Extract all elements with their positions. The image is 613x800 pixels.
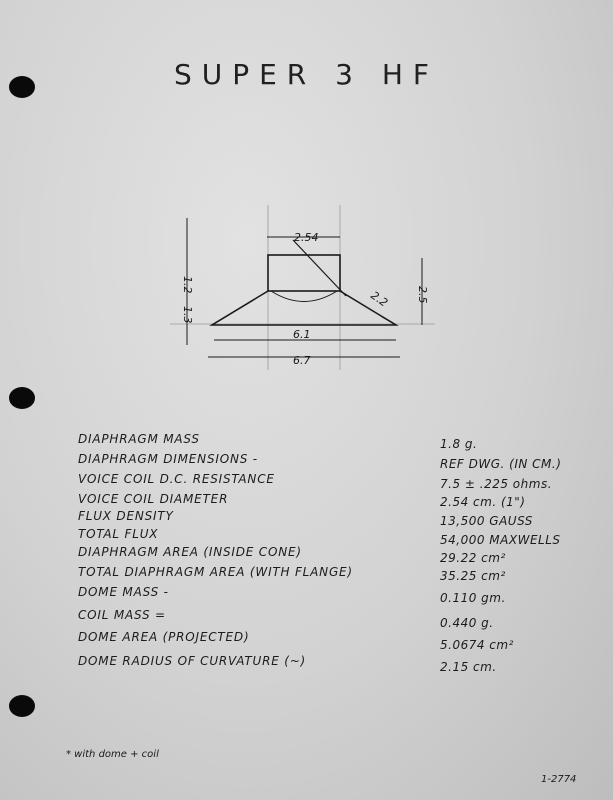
spec-value: 1.8 g. — [440, 437, 478, 451]
footnote: * with dome + coil — [66, 749, 159, 760]
punch-hole — [9, 695, 35, 717]
dim-label: 6.1 — [293, 328, 311, 341]
page-title: SUPER 3 HF — [173, 58, 440, 91]
dim-label: 2.2 — [368, 288, 391, 310]
dim-label: 2.54 — [294, 231, 319, 244]
spec-value: 0.440 g. — [440, 616, 494, 630]
spec-value: 35.25 cm² — [440, 569, 506, 583]
speaker-diagram — [170, 200, 440, 375]
spec-label: DIAPHRAGM DIMENSIONS - — [78, 452, 258, 466]
spec-label: DIAPHRAGM AREA (INSIDE CONE) — [78, 545, 302, 559]
dim-label: 2.5 — [416, 286, 429, 304]
spec-value: 2.54 cm. (1") — [440, 495, 526, 509]
dim-label: 6.7 — [293, 354, 311, 367]
spec-value: 13,500 GAUSS — [440, 514, 533, 528]
spec-value: REF DWG. (IN CM.) — [440, 457, 562, 471]
spec-label: TOTAL FLUX — [78, 527, 159, 541]
page-number: 1-2774 — [541, 774, 577, 785]
spec-label: DIAPHRAGM MASS — [78, 432, 200, 446]
spec-label: COIL MASS = — [78, 608, 166, 622]
spec-value: 54,000 MAXWELLS — [440, 533, 561, 547]
spec-label: TOTAL DIAPHRAGM AREA (WITH FLANGE) — [78, 565, 353, 579]
dim-label: 1.3 — [181, 306, 194, 324]
spec-value: 7.5 ± .225 ohms. — [440, 477, 553, 491]
spec-label: VOICE COIL D.C. RESISTANCE — [78, 472, 275, 486]
spec-label: VOICE COIL DIAMETER — [78, 492, 229, 506]
construction-lines — [170, 205, 435, 370]
dim-label: 1.2 — [181, 276, 194, 294]
spec-value: 5.0674 cm² — [440, 638, 514, 652]
spec-label: FLUX DENSITY — [78, 509, 174, 523]
spec-label: DOME AREA (PROJECTED) — [78, 630, 250, 644]
spec-value: 29.22 cm² — [440, 551, 506, 565]
spec-label: DOME MASS - — [78, 585, 169, 599]
punch-hole — [9, 387, 35, 409]
spec-label: DOME RADIUS OF CURVATURE (~) — [78, 654, 307, 668]
spec-value: 0.110 gm. — [440, 591, 506, 605]
spec-value: 2.15 cm. — [440, 660, 497, 674]
